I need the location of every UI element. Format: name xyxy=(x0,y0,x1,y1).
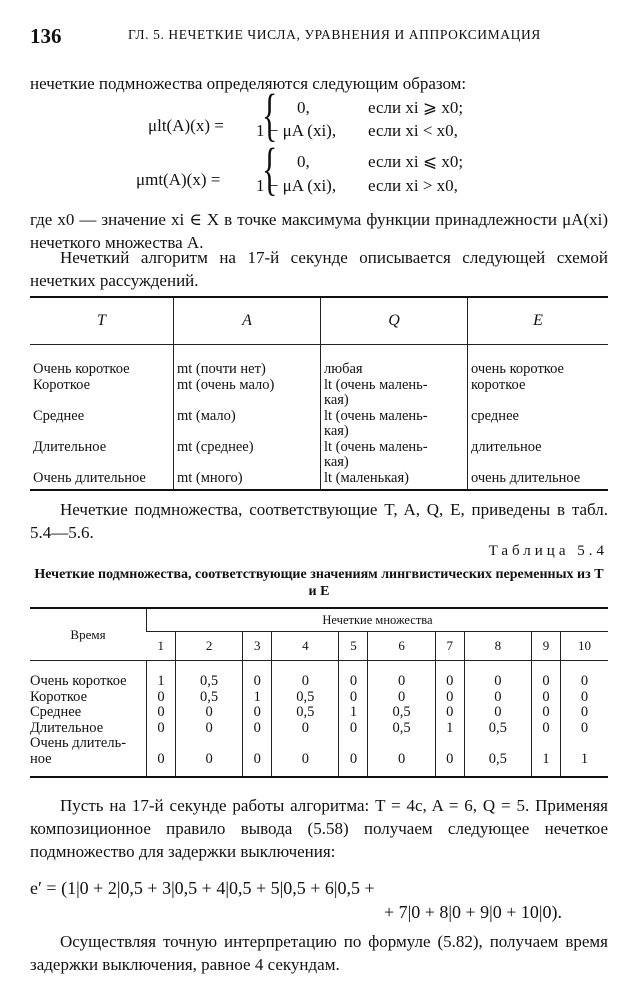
table-cell: 0,5 xyxy=(296,704,315,720)
table-cell: Очень короткое xyxy=(33,361,130,377)
table-cell: 1 xyxy=(253,688,261,705)
value-column xyxy=(368,661,435,777)
table-cell: 0,5 xyxy=(296,688,315,705)
column-number: 1 xyxy=(147,632,176,661)
table-cell: кая) xyxy=(324,392,349,408)
running-title: ГЛ. 5. НЕЧЕТКИЕ ЧИСЛА, УРАВНЕНИЯ И АППРОКСИМАЦИЯ xyxy=(128,27,541,42)
table-cell: 0 xyxy=(580,688,589,705)
table-cell xyxy=(471,392,605,408)
intro-text: нечеткие подмножества определяются следующим образом: xyxy=(30,74,467,93)
value-column xyxy=(243,661,272,777)
table-cell: среднее xyxy=(471,407,519,424)
table-cell: 0 xyxy=(446,704,454,720)
table-cell: 0 xyxy=(253,704,261,720)
column-number: 6 xyxy=(368,632,435,661)
formula-lt-row1-value: 0, xyxy=(297,98,310,117)
running-header xyxy=(30,24,608,48)
table-cell: Короткое xyxy=(33,376,91,393)
table-cell: 0 xyxy=(494,673,502,689)
table-cell: 0 xyxy=(446,688,454,705)
paragraph-conclusion: Осуществляя точную интерпретацию по формуле (5.82), получаем время задержки выключения, равное 4 секундам. xyxy=(30,932,608,974)
table-cell: lt (маленькая) xyxy=(324,469,409,486)
table-cell: кая) xyxy=(324,454,349,470)
column-number: 5 xyxy=(339,632,368,661)
table-cell: 1 xyxy=(349,704,358,720)
formula-lt-row1-condition: если xi ⩾ x0; xyxy=(368,98,464,117)
table-cell: 0 xyxy=(205,750,213,767)
formula-mt-lhs: μmt(A)(x) = xyxy=(136,170,221,189)
row-name: Среднее xyxy=(30,704,82,720)
formula-mt-brace: { xyxy=(262,136,278,201)
table-caption: Нечеткие подмножества, соответствующие значениям лингвистических переменных из T и E xyxy=(34,567,604,599)
table-cell: 0 xyxy=(253,750,261,767)
rules-header-t: T xyxy=(30,297,174,345)
table-cell: 0 xyxy=(253,673,261,689)
table-cell: Очень длительное xyxy=(33,469,146,486)
formula-mt-row1-condition: если xi ⩽ x0; xyxy=(368,152,464,171)
table-cell xyxy=(436,736,464,752)
table-cell xyxy=(368,736,434,752)
table-cell xyxy=(177,392,317,408)
formula-lt-lhs: μlt(A)(x) = xyxy=(148,116,224,135)
table-cell: 0,5 xyxy=(392,719,411,736)
table-cell: 0 xyxy=(157,688,165,705)
fuzzy-sets-table xyxy=(30,607,608,778)
table-cell: 0 xyxy=(494,704,502,720)
table-cell: 0 xyxy=(301,719,309,736)
table-cell: 0 xyxy=(301,750,309,767)
table-cell: 0 xyxy=(205,704,213,720)
table-cell: lt (очень малень- xyxy=(324,376,428,393)
formula-mt-row1-value: 0, xyxy=(297,152,310,171)
rules-header-a: A xyxy=(174,297,321,345)
row-name: Короткое xyxy=(30,688,88,705)
table-cell: mt (очень мало) xyxy=(177,376,275,393)
table-cell: 0 xyxy=(157,704,165,720)
table-cell xyxy=(33,392,170,408)
table-number: Таблица 5.4 xyxy=(488,543,608,559)
column-number: 7 xyxy=(435,632,464,661)
time-header: Время xyxy=(30,608,147,661)
table-cell xyxy=(177,454,317,470)
values-row xyxy=(30,661,608,777)
table-cell xyxy=(339,736,367,752)
value-column xyxy=(272,661,339,777)
fuzzy-sets-group-header: Нечеткие множества xyxy=(147,608,609,632)
page-number: 136 xyxy=(30,24,62,48)
table-cell: кая) xyxy=(324,423,349,439)
rules-column-e xyxy=(468,345,609,491)
table-cell: 1 xyxy=(580,750,589,767)
rules-header-e: E xyxy=(468,297,609,345)
rules-header-q: Q xyxy=(321,297,468,345)
rules-column-a xyxy=(174,345,321,491)
table-cell: длительное xyxy=(471,438,542,455)
table-cell: mt (почти нет) xyxy=(177,361,266,377)
equation-line-1: e′ = (1|0 + 2|0,5 + 3|0,5 + 4|0,5 + 5|0,5 + 6|0,5 + xyxy=(30,878,375,898)
table-cell: Длительное xyxy=(33,438,107,455)
value-column xyxy=(147,661,176,777)
table-cell: 0,5 xyxy=(488,719,507,736)
column-number: 3 xyxy=(243,632,272,661)
paragraph-algorithm: Нечеткий алгоритм на 17-й секунде описывается следующей схемой нечетких рассуждений. xyxy=(30,248,608,290)
column-number: 10 xyxy=(560,632,608,661)
table-cell: 0 xyxy=(542,719,550,736)
table-cell xyxy=(177,423,317,439)
table-cell: Среднее xyxy=(33,407,85,424)
table-cell xyxy=(561,736,608,752)
table-cell xyxy=(465,736,531,752)
table-cell xyxy=(471,454,605,470)
value-column xyxy=(339,661,368,777)
table-cell: mt (много) xyxy=(177,469,243,486)
table-cell xyxy=(33,454,170,470)
equation-line-2: + 7|0 + 8|0 + 9|0 + 10|0). xyxy=(384,902,563,922)
value-column xyxy=(435,661,464,777)
column-number: 4 xyxy=(272,632,339,661)
table-cell: mt (среднее) xyxy=(177,438,254,455)
table-cell xyxy=(33,423,170,439)
table-cell: 1 xyxy=(157,673,165,689)
paragraph-subsets: Нечеткие подмножества, соответствующие T, A, Q, E, приведены в табл. 5.4—5.6. xyxy=(30,500,608,542)
table-cell: 0 xyxy=(494,688,502,705)
table-cell: 0,5 xyxy=(392,704,411,720)
paragraph-definition: где x0 — значение xi ∈ X в точке максимума функции принадлежности μA(xi) нечеткого множества A. xyxy=(30,210,608,252)
table-cell: 0 xyxy=(580,704,589,720)
table-cell: 1 xyxy=(446,719,454,736)
table-cell: 0 xyxy=(253,719,261,736)
formula-lt-row2-condition: если xi < x0, xyxy=(368,121,458,140)
table-cell: 1 xyxy=(542,750,550,767)
table-cell: 0 xyxy=(157,750,165,767)
table-cell: короткое xyxy=(471,376,526,393)
table-cell: 0,5 xyxy=(200,688,219,705)
table-cell xyxy=(471,423,605,439)
value-column xyxy=(176,661,243,777)
table-cell: любая xyxy=(324,361,363,377)
table-cell: 0 xyxy=(446,673,454,689)
formula-mt-row2-value: 1 − μA (xi), xyxy=(256,176,337,195)
rules-table xyxy=(30,296,608,491)
column-number: 8 xyxy=(464,632,531,661)
table-cell: 0 xyxy=(397,750,406,767)
row-names xyxy=(30,661,147,777)
table-cell: 0 xyxy=(397,688,406,705)
value-column xyxy=(531,661,560,777)
table-cell: 0 xyxy=(349,688,358,705)
table-cell: 0 xyxy=(580,719,589,736)
table-cell xyxy=(176,736,242,752)
table-cell: очень короткое xyxy=(471,361,564,377)
row-name: ное xyxy=(30,750,52,767)
column-number: 2 xyxy=(176,632,243,661)
rules-column-t xyxy=(30,345,174,491)
table-cell: 0 xyxy=(542,704,550,720)
table-cell: lt (очень малень- xyxy=(324,438,428,455)
table-cell: 0 xyxy=(397,673,406,689)
table-cell: очень длительное xyxy=(471,469,581,486)
row-name: Очень длитель- xyxy=(30,735,127,751)
table-cell: 0 xyxy=(349,719,358,736)
formula-mt-row2-condition: если xi > x0, xyxy=(368,176,458,195)
table-cell: 0 xyxy=(542,688,550,705)
table-cell: mt (мало) xyxy=(177,407,236,424)
table-cell: 0 xyxy=(580,673,589,689)
paragraph-computation: Пусть на 17-й секунде работы алгоритма: T = 4c, A = 6, Q = 5. Применяя композиционное правило вывода (5.58) получаем следующее нечеткое подмножество для задержки выключения: xyxy=(30,796,608,861)
table-cell: lt (очень малень- xyxy=(324,407,428,424)
table-cell xyxy=(243,736,271,752)
table-cell xyxy=(147,736,175,752)
row-name: Длительное xyxy=(30,719,104,736)
table-cell xyxy=(272,736,338,752)
formula-lt-brace: { xyxy=(262,82,278,147)
column-number: 9 xyxy=(531,632,560,661)
table-cell: 0 xyxy=(301,673,309,689)
table-cell: 0,5 xyxy=(488,750,507,767)
table-cell: 0,5 xyxy=(200,673,219,689)
table-cell: 0 xyxy=(349,750,358,767)
table-cell: 0 xyxy=(542,673,550,689)
table-cell xyxy=(532,736,560,752)
table-cell: 0 xyxy=(157,719,165,736)
rules-column-q xyxy=(321,345,468,491)
table-cell: 0 xyxy=(446,750,454,767)
table-cell: 0 xyxy=(205,719,213,736)
row-name: Очень короткое xyxy=(30,673,127,689)
value-column xyxy=(560,661,608,777)
value-column xyxy=(464,661,531,777)
table-cell: 0 xyxy=(349,673,358,689)
formula-lt-row2-value: 1 − μA (xi), xyxy=(256,121,337,140)
